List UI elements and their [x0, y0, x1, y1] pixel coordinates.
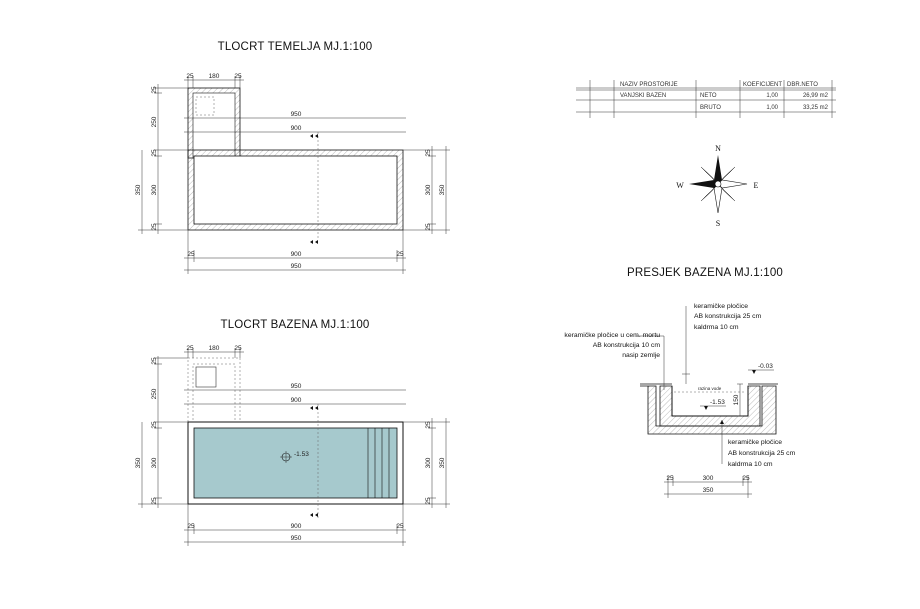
layer-note: keramičke pločice	[694, 303, 749, 310]
layer-note: nasip zemlje	[622, 352, 660, 359]
dim-label: 350	[439, 184, 446, 196]
dim-label: 25	[742, 475, 750, 482]
dim-label: 950	[290, 263, 302, 270]
pool-plan-title: TLOCRT BAZENA MJ.1:100	[220, 319, 370, 331]
pool-level-label: -1.53	[294, 451, 309, 458]
dim-label: 350	[135, 184, 142, 196]
dim-label: 25	[151, 86, 158, 94]
section-depth-dim	[733, 384, 743, 416]
dim-label: 25	[151, 149, 158, 157]
dim-label: 900	[290, 397, 302, 404]
dim-label: 25	[425, 497, 432, 505]
table-cell: NETO	[700, 93, 717, 99]
layer-note: AB konstrukcija 10 cm	[592, 342, 660, 349]
dim-label: 900	[290, 523, 302, 530]
table-cell: 26,99 m2	[802, 93, 828, 99]
water-level-label: razina vode	[698, 386, 722, 391]
table-cell: BRUTO	[700, 105, 721, 111]
dim-label: 25	[186, 345, 194, 352]
layer-note: kaldrma 10 cm	[728, 461, 773, 468]
table-header: DBR.NETO	[787, 82, 818, 88]
table-cell: VANJSKI BAZEN	[620, 93, 667, 99]
pool-water-area	[194, 428, 397, 498]
dim-label: 25	[151, 223, 158, 231]
section-notes-bottom	[728, 439, 796, 468]
dim-label: 25	[187, 523, 195, 530]
foundation-dims-top	[184, 73, 244, 88]
pool-dims-top	[184, 345, 244, 358]
dim-label: 900	[290, 251, 302, 258]
pool-dims-bottom	[184, 504, 406, 546]
pool-dims-left	[135, 356, 188, 508]
section-level-top	[748, 363, 774, 374]
dim-label: 350	[702, 487, 714, 494]
dim-label: 950	[290, 535, 302, 542]
section-notes-left	[564, 332, 660, 359]
foundation-dims-right	[403, 146, 450, 234]
dim-label: 900	[290, 125, 302, 132]
dim-label: 350	[439, 457, 446, 469]
section-level-bottom	[700, 399, 726, 410]
pool-section	[564, 267, 795, 498]
dim-label: 25	[425, 421, 432, 429]
dim-label: 250	[151, 388, 158, 400]
layer-note: kaldrma 10 cm	[694, 324, 739, 331]
section-notes-top-right	[694, 303, 762, 331]
pool-dims-right	[403, 418, 450, 508]
layer-note: AB konstrukcija 25 cm	[694, 313, 762, 320]
level-label: -1.53	[710, 399, 725, 406]
compass-west-label: W	[676, 181, 684, 190]
foundation-plan	[135, 41, 450, 274]
layer-note: keramičke pločice	[728, 439, 783, 446]
table-cell: 1,00	[766, 93, 778, 99]
dim-label: 300	[151, 457, 158, 469]
dim-label: 950	[290, 383, 302, 390]
table-cell: 33,25 m2	[802, 105, 828, 111]
dim-label: 300	[151, 184, 158, 196]
level-label: -0.03	[758, 363, 773, 370]
dim-label: 25	[234, 345, 242, 352]
dim-label: 350	[135, 457, 142, 469]
dim-label: 25	[151, 421, 158, 429]
dim-label: 250	[151, 116, 158, 128]
pool-section-title: PRESJEK BAZENA MJ.1:100	[626, 267, 784, 279]
layer-note: keramičke pločice u cem. mortu	[564, 332, 660, 339]
foundation-plan-title: TLOCRT TEMELJA MJ.1:100	[217, 41, 373, 53]
dim-label: 25	[425, 223, 432, 231]
table-header: KOEFICIJENT	[743, 82, 783, 88]
compass-east-label: E	[753, 181, 759, 190]
dim-label: 300	[425, 184, 432, 196]
table-cell: 1,00	[766, 105, 778, 111]
layer-note: AB konstrukcija 25 cm	[728, 450, 796, 457]
dim-label: 25	[425, 149, 432, 157]
compass-south-label: S	[715, 219, 721, 228]
foundation-dims-left	[135, 84, 188, 234]
foundation-dims-bottom	[184, 230, 406, 274]
dim-label: 25	[187, 251, 195, 258]
dim-label: 950	[290, 111, 302, 118]
compass-rose	[676, 144, 758, 228]
dim-label: 25	[234, 73, 242, 80]
dim-label: 180	[208, 345, 220, 352]
dim-label: 25	[666, 475, 674, 482]
compass-north-label: N	[715, 144, 721, 153]
table-header: NAZIV PROSTORIJE	[620, 82, 678, 88]
dim-label: 25	[151, 497, 158, 505]
pool-plan	[135, 319, 450, 546]
dim-label: 300	[425, 457, 432, 469]
dim-label: 25	[186, 73, 194, 80]
dim-label: 180	[208, 73, 220, 80]
dim-label: 150	[733, 394, 740, 406]
section-dims-bottom	[664, 475, 752, 498]
area-table	[576, 80, 836, 118]
dim-label: 300	[702, 475, 714, 482]
dim-label: 25	[396, 523, 404, 530]
dim-label: 25	[151, 357, 158, 365]
dim-label: 25	[396, 251, 404, 258]
compass-star-icon	[689, 155, 747, 213]
